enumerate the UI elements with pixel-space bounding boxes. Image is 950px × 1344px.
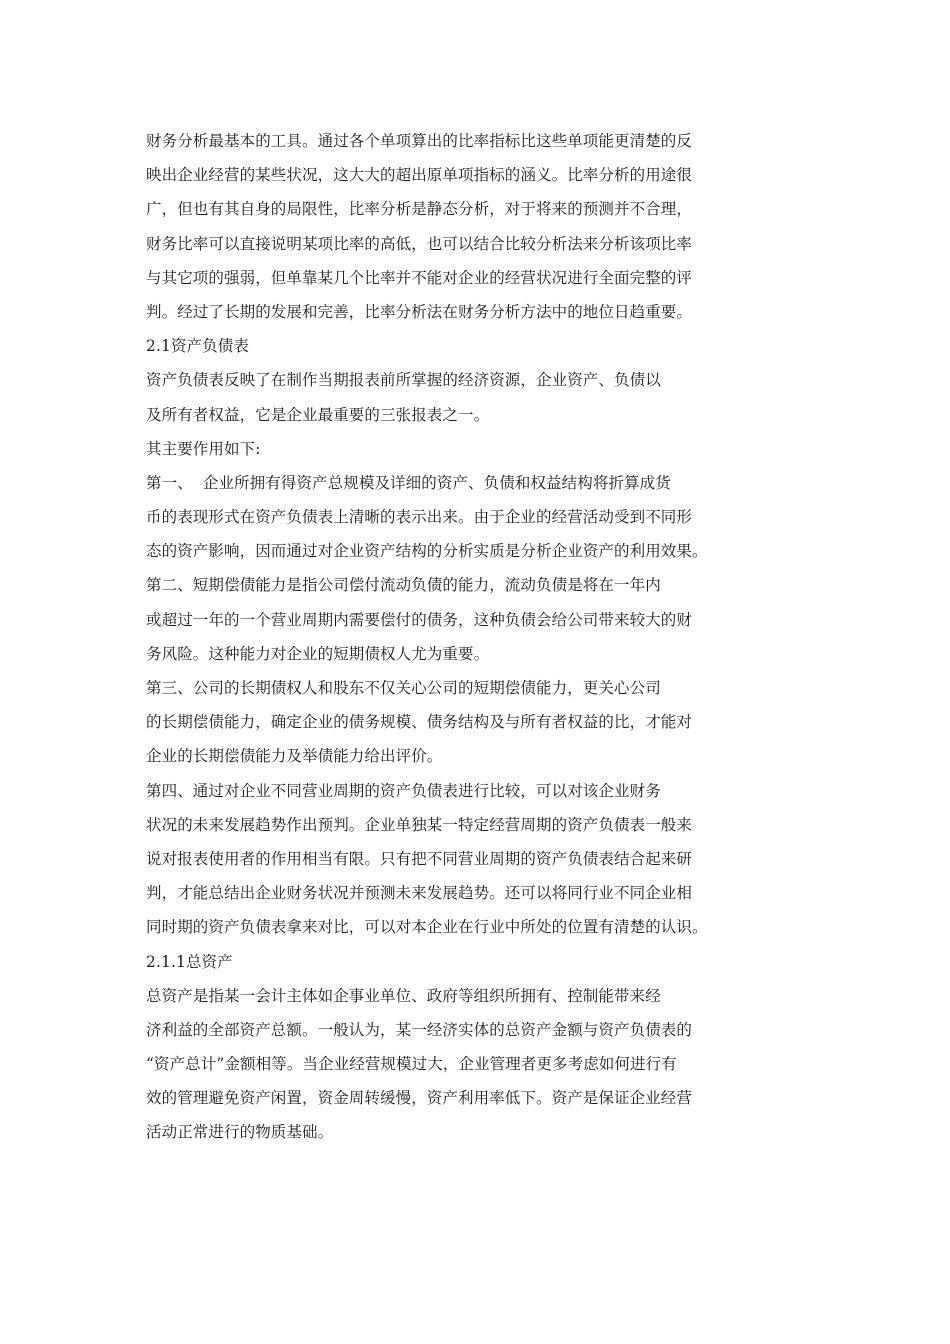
text-line: 的长期偿债能力，确定企业的债务规模、债务结构及与所有者权益的比，才能对 (146, 713, 693, 732)
text-line: 或超过一年的一个营业周期内需要偿付的债务，这种负债会给公司带来较大的财 (146, 610, 693, 629)
text-line: 活动正常进行的物质基础。 (146, 1123, 334, 1142)
text-line: 第四、通过对企业不同营业周期的资产负债表进行比较，可以对该企业财务 (146, 781, 661, 800)
text-line: 第三、公司的长期债权人和股东不仅关心公司的短期偿债能力，更关心公司 (146, 679, 661, 697)
text-line: 与其它项的强弱，但单靠某几个比率并不能对企业的经营状况进行全面完整的评 (146, 268, 693, 287)
text-line: 总资产是指某一会计主体如企事业单位、政府等组织所拥有、控制能带来经 (146, 986, 661, 1005)
text-line: 及所有者权益，它是企业最重要的三张报表之一。 (146, 405, 490, 424)
section-heading: 2.1.1总资产 (146, 952, 233, 971)
text-line: 判。经过了长期的发展和完善，比率分析法在财务分析方法中的地位日趋重要。 (146, 302, 693, 321)
text-line: 第二、短期偿债能力是指公司偿付流动负债的能力，流动负债是将在一年内 (146, 576, 661, 595)
text-line: 映出企业经营的某些状况，这大大的超出原单项指标的涵义。比率分析的用途很 (146, 166, 693, 185)
text-line: 广，但也有其自身的局限性，比率分析是静态分析，对于将来的预测并不合理， (146, 200, 693, 219)
text-line: 其主要作用如下: (146, 439, 261, 458)
text-line: “资产总计”金额相等。当企业经营规模过大，企业管理者更多考虑如何进行有 (146, 1055, 677, 1074)
text-line: 财务比率可以直接说明某项比率的高低，也可以结合比较分析法来分析该项比率 (146, 234, 693, 253)
text-line: 务风险。这种能力对企业的短期债权人尤为重要。 (146, 644, 490, 663)
text-line: 状况的未来发展趋势作出预判。企业单独某一特定经营周期的资产负债表一般来 (146, 815, 693, 834)
text-line: 济利益的全部资产总额。一般认为，某一经济实体的总资产金额与资产负债表的 (146, 1020, 693, 1039)
text-line: 判，才能总结出企业财务状况并预测未来发展趋势。还可以将同行业不同企业相 (146, 884, 693, 903)
text-line: 企业的长期偿债能力及举债能力给出评价。 (146, 747, 443, 766)
text-line: 效的管理避免资产闲置，资金周转缓慢，资产利用率低下。资产是保证企业经营 (146, 1089, 693, 1108)
text-line: 币的表现形式在资产负债表上清晰的表示出来。由于企业的经营活动受到不同形 (146, 508, 693, 527)
text-line: 态的资产影响，因而通过对企业资产结构的分析实质是分析企业资产的利用效果。 (146, 542, 708, 561)
text-line: 说对报表使用者的作用相当有限。只有把不同营业周期的资产负债表结合起来研 (146, 849, 693, 868)
section-heading: 2.1资产负债表 (146, 337, 249, 356)
text-line: 第一、 企业所拥有得资产总规模及详细的资产、负债和权益结构将折算成货 (146, 473, 671, 492)
text-line: 同时期的资产负债表拿来对比，可以对本企业在行业中所处的位置有清楚的认识。 (146, 918, 708, 937)
document-body (146, 124, 726, 1150)
text-line: 资产负债表反映了在制作当期报表前所掌握的经济资源，企业资产、负债以 (146, 371, 661, 390)
text-line: 财务分析最基本的工具。通过各个单项算出的比率指标比这些单项能更清楚的反 (146, 132, 693, 150)
